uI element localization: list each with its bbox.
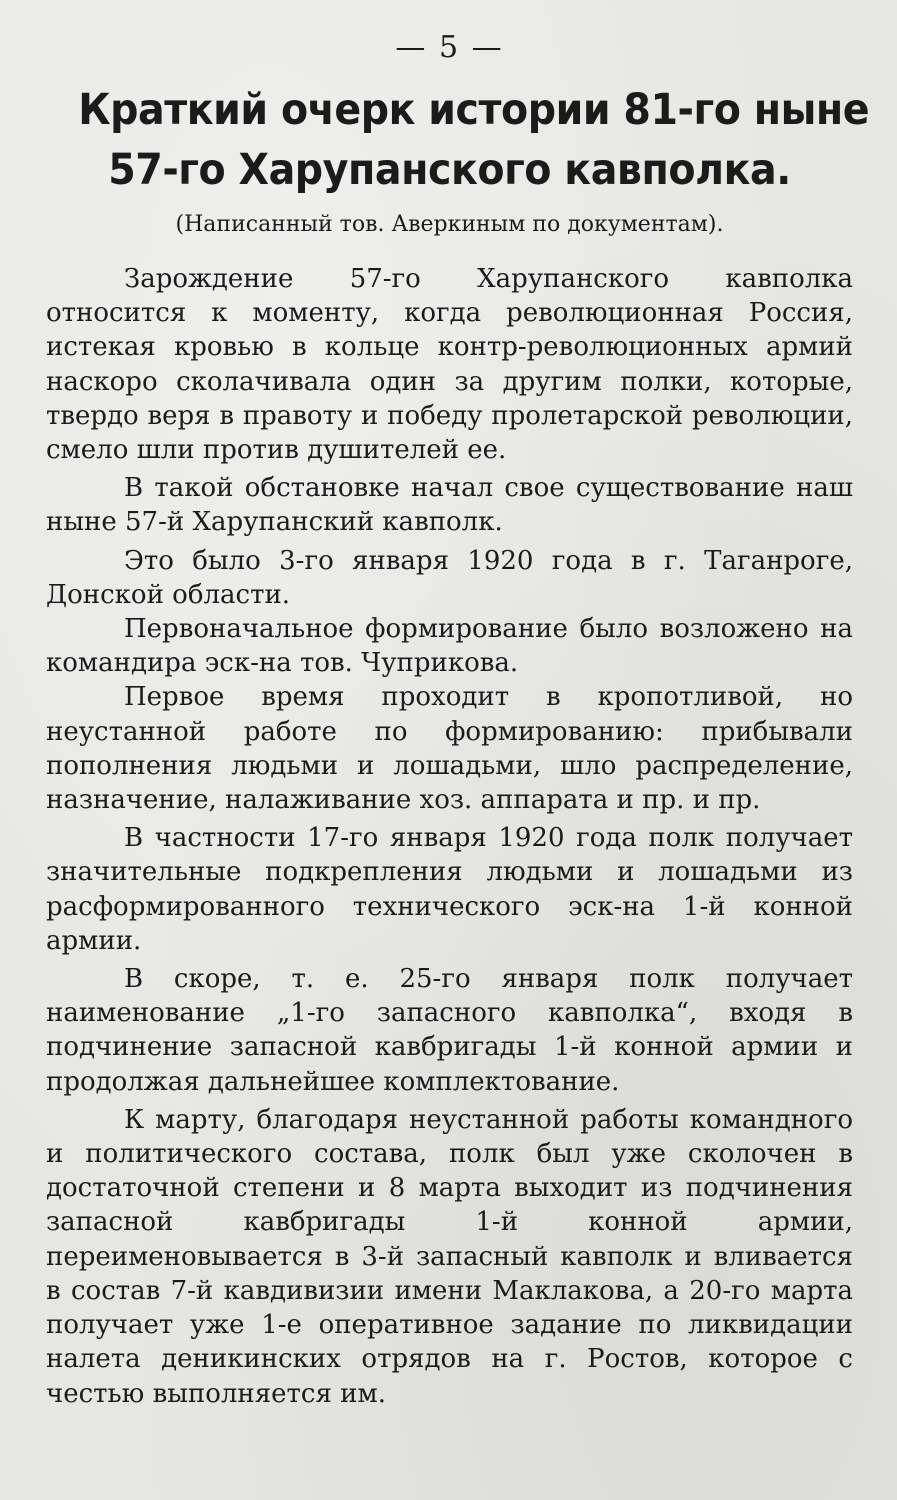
subtitle: (Написанный тов. Аверкиным по документам). [175, 212, 724, 237]
paragraph: Первое время проходит в кропотливой, но неустанной работе по формированию: прибывали пополнения людьми и лошадьми, шло распределение, назначение, налаживание хоз. аппарата и пр. и пр. [46, 682, 853, 816]
title-line-1: Краткий очерк истории 81-го ныне [78, 85, 870, 135]
article-body [46, 262, 853, 1411]
paragraph: В частности 17-го января 1920 года полк получает значительные подкрепления людьми и лошадьми из расформированного технического эск-на 1-й конной армии. [46, 823, 853, 956]
page-title [78, 80, 870, 200]
paragraph: К марту, благодаря неустанной работы командного и политического состава, полк был уже сколочен в достаточной степени и 8 марта выходит из подчинения запасной кавбригады 1-й конной армии, переименовывается в 3-й запасный кавполк и вливается в состав 7-й кавдивизии имени Маклакова, а 20-го марта получает уже 1-е оперативное задание по ликвидации налета деникинских отрядов на г. Ростов, которое с честью выполняется им. [46, 1104, 853, 1409]
paragraph: Зарождение 57-го Харупанского кавполка относится к моменту, когда революционная Россия, истекая кровью в кольце контр-революционных армий наскоро сколачивала один за другим полки, которые, твердо веря в правоту и победу пролетарской революции, смело шли против душителей ее. [46, 264, 853, 466]
page-number: — 5 — [395, 30, 504, 65]
paragraph: В скоре, т. е. 25-го января полк получает наименование „1-го запасного кавполка“, входя в подчинение запасной кавбригады 1-й конной армии и продолжая дальнейшее комплектование. [46, 964, 853, 1097]
paragraph: В такой обстановке начал свое существование наш ныне 57-й Харупанский кавполк. [46, 473, 853, 538]
paragraph: Это было 3-го января 1920 года в г. Таганроге, Донской области. [46, 545, 853, 610]
title-line-2: 57-го Харупанского кавполка. [108, 145, 791, 195]
paragraph: Первоначальное формирование было возложено на командира эск-на тов. Чуприкова. [46, 614, 853, 679]
